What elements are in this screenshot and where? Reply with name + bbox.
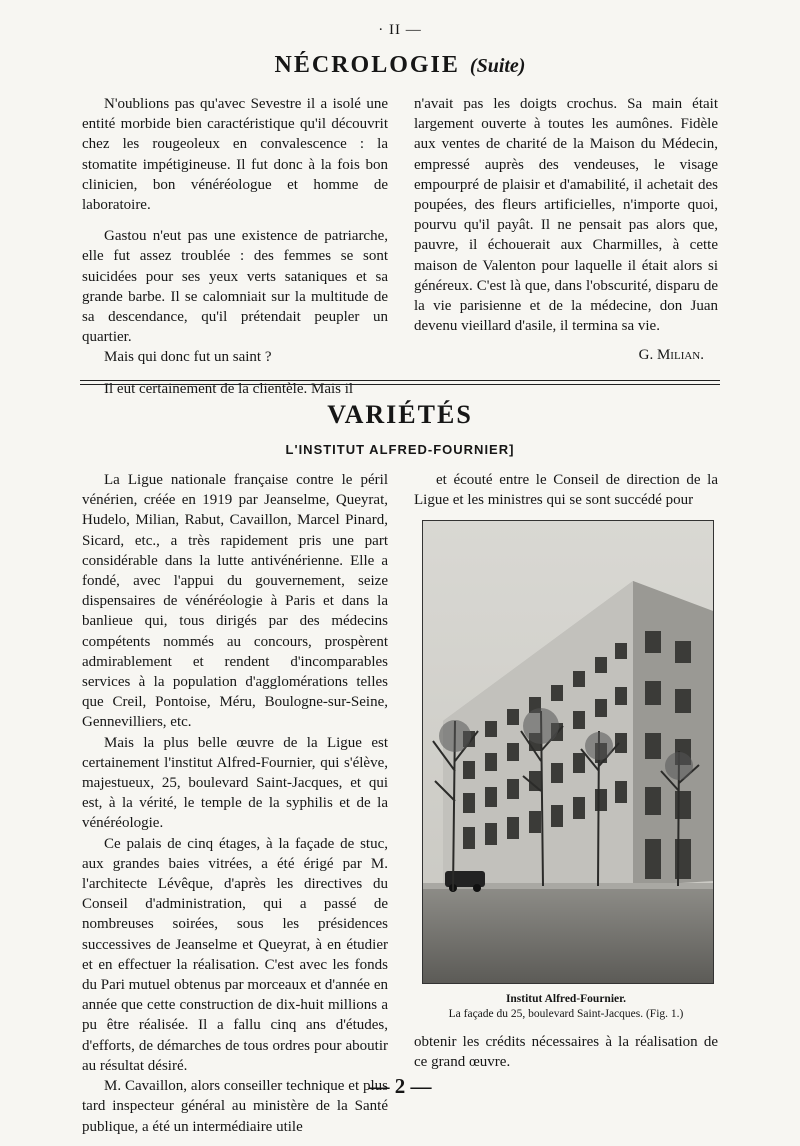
- page-header: · II —: [378, 22, 422, 38]
- varietes-paragraph: La Ligue nationale française contre le péril vénérien, créée en 1919 par Jeanselme, Queyrat, Hudelo, Milian, Rabut, Cavaillon, Marcel Pinard, Sicard, etc., a très rapidement pris une part considérable dans la lutte antivénérienne. Elle a fondé, avec l'appui du gouvernement, seize dispensaires de vénéréologie à Paris et dans la banlieue qui, tous dirigés par des médecins compétents nommés au concours, prospèrent admirablement et rendent d'incomparables services à la population d'agglomérations telles que Creil, Pontoise, Méru, Boulogne-sur-Seine, Gennevilliers, etc.: [82, 472, 388, 731]
- varietes-title: VARIÉTÉS: [327, 400, 473, 429]
- varietes-paragraph: M. Cavaillon, alors conseiller technique et plus tard inspecteur général au ministère de la Santé publique, a été un intermédiaire utile: [82, 1078, 388, 1135]
- necrologie-paragraph: Il eut certainement de la clientèle. Mais il: [104, 380, 354, 397]
- signature-text: G. Milian.: [638, 347, 704, 363]
- necrologie-paragraph: Gastou n'eut pas une existence de patriarche, elle fut assez troublée : des femmes se sont suicidées pour ses yeux verts sataniques et sa grande barbe. Il se calomniait sur la multitude de sa descendance, qu'il prétendait peupler un quartier.: [82, 228, 388, 346]
- necrologie-paragraph: Mais qui donc fut un saint ?: [104, 349, 272, 366]
- varietes-paragraph: Ce palais de cinq étages, à la façade de stuc, aux grandes baies vitrées, a été érigé par M. l'architecte Lévêque, d'après les directives du Conseil d'administration, qui a passé de nombreuses soirées, sous les présidences successives de Jeanselme et Queyrat, à en étudier et en effectuer la réalisation. C'est avec les fonds du Pari mutuel obtenus par morceaux et d'année en année que cette construction de dix-huit millions a pu être réalisée. Il a fallu cinq ans d'études, d'efforts, de démarches de tous ordres pour aboutir au résultat désiré.: [82, 835, 388, 1074]
- necrologie-signature: [414, 347, 704, 364]
- caption-line-2: La façade du 25, boulevard Saint-Jacques. (Fig. 1.): [448, 1008, 684, 1020]
- caption-line-1: Institut Alfred-Fournier.: [505, 993, 627, 1005]
- varietes-right-column-bottom: [414, 1032, 718, 1072]
- varietes-right-column-top: [414, 470, 718, 510]
- varietes-subtitle: L'INSTITUT ALFRED-FOURNIER]: [285, 442, 515, 457]
- varietes-paragraph: obtenir les crédits nécessaires à la réalisation de ce grand œuvre.: [414, 1034, 718, 1071]
- institut-facade-photo: [422, 520, 714, 984]
- section-divider-bottom: [80, 384, 720, 385]
- page-number: — 2 —: [368, 1074, 432, 1098]
- varietes-paragraph: et écouté entre le Conseil de direction de la Ligue et les ministres qui se sont succédé pour: [414, 472, 718, 509]
- varietes-paragraph: Mais la plus belle œuvre de la Ligue est certainement l'institut Alfred-Fournier, qui s'élève, majestueux, 25, boulevard Saint-Jacques, et qui est, à la vérité, le temple de la syphilis et de la vénéréologie.: [82, 734, 388, 832]
- varietes-left-column: [82, 470, 388, 1137]
- necrologie-title-suffix: (Suite): [469, 55, 526, 77]
- necrologie-paragraph: N'oublions pas qu'avec Sevestre il a isolé une entité morbide bien caractéristique qu'il découvrit chez les rougeoleux en convalescence : la stomatite impétigineuse. Il fut donc à la fois bon clinicien, bon vénéréologue et homme de laboratoire.: [82, 96, 388, 214]
- photo-caption: [414, 992, 718, 1022]
- necrologie-title: [0, 52, 800, 79]
- section-divider-top: [80, 380, 720, 381]
- necrologie-title-text: NÉCROLOGIE: [274, 52, 460, 78]
- necrologie-left-column: [82, 94, 388, 399]
- institut-facade-illustration: [423, 521, 713, 983]
- necrologie-paragraph: n'avait pas les doigts crochus. Sa main était largement ouverte à toutes les aumônes. Fidèle aux ventes de charité de la Maison du Médecin, empressé auprès des vendeuses, le visage empourpré de plaisir et d'amabilité, il achetait des poupées, des fleurs artificielles, n'importe quoi, pourvu qu'il payât. Il ne pensait pas alors que, pauvre, il échouerait aux Charmilles, à cette maison de Valenton pour laquelle il était alors si généreux. C'est là que, dans l'obscurité, disparu de la vie parisienne et de la médecine, don Juan devenu vieillard d'asile, il termina sa vie.: [414, 96, 718, 335]
- necrologie-right-column: [414, 94, 718, 336]
